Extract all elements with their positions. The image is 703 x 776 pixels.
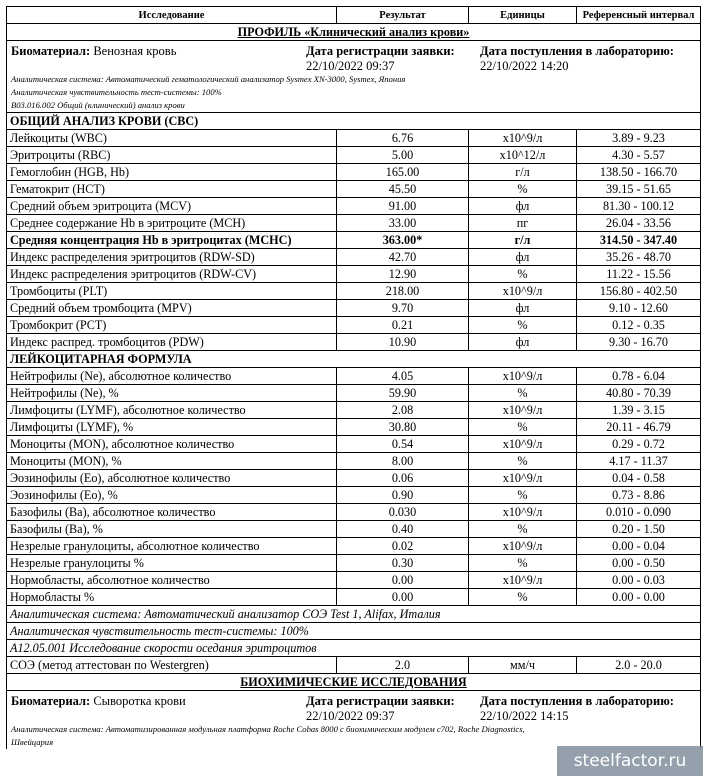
test-result: 5.00 xyxy=(337,147,469,164)
test-result: 91.00 xyxy=(337,198,469,215)
table-row xyxy=(7,249,701,266)
test-reference: 4.17 - 11.37 xyxy=(577,453,701,470)
biomaterial-label: Биоматериал: xyxy=(11,694,91,708)
test-name: Моноциты (MON), абсолютное количество xyxy=(7,436,337,453)
table-row xyxy=(7,470,701,487)
biochem-section-title: БИОХИМИЧЕСКИЕ ИССЛЕДОВАНИЯ xyxy=(7,674,701,691)
test-result: 30.80 xyxy=(337,419,469,436)
test-result: 0.21 xyxy=(337,317,469,334)
table-row xyxy=(7,198,701,215)
column-header-test: Исследование xyxy=(7,7,337,24)
table-row xyxy=(7,504,701,521)
biomaterial-value: Сыворотка крови xyxy=(93,694,186,708)
test-name: Индекс распределения эритроцитов (RDW-CV) xyxy=(7,266,337,283)
test-reference: 0.78 - 6.04 xyxy=(577,368,701,385)
results-table xyxy=(6,6,701,749)
test-reference: 9.10 - 12.60 xyxy=(577,300,701,317)
test-name: Лейкоциты (WBC) xyxy=(7,130,337,147)
table-header-row xyxy=(7,7,701,24)
test-reference: 0.04 - 0.58 xyxy=(577,470,701,487)
test-result: 0.90 xyxy=(337,487,469,504)
test-name: Нейтрофилы (Ne), абсолютное количество xyxy=(7,368,337,385)
test-reference: 11.22 - 15.56 xyxy=(577,266,701,283)
test-reference: 314.50 - 347.40 xyxy=(577,232,701,249)
analytic-system-note-cont: Швейцария xyxy=(11,737,54,747)
test-name: Тромбоциты (PLT) xyxy=(7,283,337,300)
table-row xyxy=(7,555,701,572)
table-row xyxy=(7,334,701,351)
test-reference: 0.29 - 0.72 xyxy=(577,436,701,453)
test-reference: 0.73 - 8.86 xyxy=(577,487,701,504)
test-result: 0.02 xyxy=(337,538,469,555)
test-result: 0.30 xyxy=(337,555,469,572)
lab-arrival-value: 22/10/2022 14:20 xyxy=(480,59,569,73)
block2-header xyxy=(7,691,700,721)
test-reference: 1.39 - 3.15 xyxy=(577,402,701,419)
test-units: x10^9/л xyxy=(469,436,577,453)
test-units: % xyxy=(469,317,577,334)
test-name: Эозинофилы (Eo), абсолютное количество xyxy=(7,470,337,487)
test-units: % xyxy=(469,385,577,402)
table-row xyxy=(7,300,701,317)
test-result: 218.00 xyxy=(337,283,469,300)
table-row xyxy=(7,232,701,249)
test-result: 0.54 xyxy=(337,436,469,453)
table-row xyxy=(7,419,701,436)
registration-date-label: Дата регистрации заявки: xyxy=(306,694,455,708)
test-reference: 2.0 - 20.0 xyxy=(577,657,701,674)
cbc-section-title: ОБЩИЙ АНАЛИЗ КРОВИ (CBC) xyxy=(7,113,701,130)
test-reference: 0.00 - 0.00 xyxy=(577,589,701,606)
test-units: % xyxy=(469,266,577,283)
test-result: 0.030 xyxy=(337,504,469,521)
test-result: 12.90 xyxy=(337,266,469,283)
test-units: % xyxy=(469,453,577,470)
analytic-system-note: Аналитическая система: Автоматизированная модульная платформа Roche Cobas 8000 с биохимическим модулем с702, Roche Diagnostics, xyxy=(11,724,525,734)
test-reference: 156.80 - 402.50 xyxy=(577,283,701,300)
esr-note-row xyxy=(7,640,701,657)
lab-report xyxy=(6,6,700,749)
table-row xyxy=(7,453,701,470)
test-name: Эритроциты (RBC) xyxy=(7,147,337,164)
test-result: 45.50 xyxy=(337,181,469,198)
profile-title-row xyxy=(7,24,701,41)
table-row xyxy=(7,436,701,453)
table-row xyxy=(7,368,701,385)
test-units: фл xyxy=(469,198,577,215)
test-reference: 40.80 - 70.39 xyxy=(577,385,701,402)
table-row xyxy=(7,572,701,589)
test-reference: 138.50 - 166.70 xyxy=(577,164,701,181)
table-row xyxy=(7,283,701,300)
test-units: x10^9/л xyxy=(469,130,577,147)
test-name: Базофилы (Ba), абсолютное количество xyxy=(7,504,337,521)
test-name: СОЭ (метод аттестован по Westergren) xyxy=(7,657,337,674)
table-row xyxy=(7,487,701,504)
cbc-title-row xyxy=(7,113,701,130)
test-units: x10^9/л xyxy=(469,368,577,385)
test-name: Индекс распределения эритроцитов (RDW-SD) xyxy=(7,249,337,266)
test-result: 165.00 xyxy=(337,164,469,181)
test-name: Тромбокрит (PCT) xyxy=(7,317,337,334)
test-name: Средний объем тромбоцита (MPV) xyxy=(7,300,337,317)
test-reference: 4.30 - 5.57 xyxy=(577,147,701,164)
test-units: % xyxy=(469,555,577,572)
column-header-result: Результат xyxy=(337,7,469,24)
test-reference: 3.89 - 9.23 xyxy=(577,130,701,147)
registration-date-value: 22/10/2022 09:37 xyxy=(306,709,395,723)
test-reference: 0.00 - 0.50 xyxy=(577,555,701,572)
column-header-units: Единицы xyxy=(469,7,577,24)
test-result: 2.0 xyxy=(337,657,469,674)
test-name: Гемоглобин (HGB, Hb) xyxy=(7,164,337,181)
table-row xyxy=(7,317,701,334)
registration-date-value: 22/10/2022 09:37 xyxy=(306,59,395,73)
test-units: % xyxy=(469,181,577,198)
profile-title: ПРОФИЛЬ «Клинический анализ крови» xyxy=(7,24,701,41)
block2-notes xyxy=(7,721,700,749)
test-name: Эозинофилы (Eo), % xyxy=(7,487,337,504)
table-row xyxy=(7,147,701,164)
test-result: 33.00 xyxy=(337,215,469,232)
test-name: Незрелые гранулоциты % xyxy=(7,555,337,572)
test-units: фл xyxy=(469,300,577,317)
test-result: 8.00 xyxy=(337,453,469,470)
table-row xyxy=(7,181,701,198)
test-name: Гематокрит (HCT) xyxy=(7,181,337,198)
test-name: Нормобласты % xyxy=(7,589,337,606)
test-units: x10^9/л xyxy=(469,538,577,555)
test-units: x10^9/л xyxy=(469,572,577,589)
block1-header xyxy=(7,41,700,71)
sensitivity-note: Аналитическая чувствительность тест-системы: 100% xyxy=(11,87,222,97)
biomaterial-value: Венозная кровь xyxy=(93,44,177,58)
test-units: x10^12/л xyxy=(469,147,577,164)
test-reference: 20.11 - 46.79 xyxy=(577,419,701,436)
test-result: 363.00* xyxy=(337,232,469,249)
lab-arrival-value: 22/10/2022 14:15 xyxy=(480,709,569,723)
block1-info-row xyxy=(7,41,701,113)
test-reference: 9.30 - 16.70 xyxy=(577,334,701,351)
test-units: x10^9/л xyxy=(469,283,577,300)
esr-service-code-note: А12.05.001 Исследование скорости оседания эритроцитов xyxy=(7,640,701,657)
lab-arrival-label: Дата поступления в лабораторию: xyxy=(480,44,674,58)
test-name: Средний объем эритроцита (MCV) xyxy=(7,198,337,215)
test-units: % xyxy=(469,589,577,606)
test-result: 0.00 xyxy=(337,589,469,606)
test-result: 0.00 xyxy=(337,572,469,589)
lab-arrival-label: Дата поступления в лабораторию: xyxy=(480,694,674,708)
test-reference: 0.12 - 0.35 xyxy=(577,317,701,334)
test-reference: 0.010 - 0.090 xyxy=(577,504,701,521)
test-reference: 35.26 - 48.70 xyxy=(577,249,701,266)
test-units: x10^9/л xyxy=(469,402,577,419)
esr-note-row xyxy=(7,606,701,623)
registration-date-label: Дата регистрации заявки: xyxy=(306,44,455,58)
test-name: Индекс распред. тромбоцитов (PDW) xyxy=(7,334,337,351)
test-name: Нормобласты, абсолютное количество xyxy=(7,572,337,589)
test-reference: 81.30 - 100.12 xyxy=(577,198,701,215)
test-name: Средняя концентрация Hb в эритроцитах (MCHC) xyxy=(7,232,337,249)
table-row xyxy=(7,164,701,181)
test-reference: 0.00 - 0.03 xyxy=(577,572,701,589)
table-row xyxy=(7,589,701,606)
test-result: 10.90 xyxy=(337,334,469,351)
leuko-section-title: ЛЕЙКОЦИТАРНАЯ ФОРМУЛА xyxy=(7,351,701,368)
test-units: г/л xyxy=(469,164,577,181)
block1-notes xyxy=(7,71,700,112)
test-reference: 26.04 - 33.56 xyxy=(577,215,701,232)
test-units: x10^9/л xyxy=(469,470,577,487)
esr-sensitivity-note: Аналитическая чувствительность тест-системы: 100% xyxy=(7,623,701,640)
test-units: мм/ч xyxy=(469,657,577,674)
test-reference: 0.00 - 0.04 xyxy=(577,538,701,555)
test-reference: 39.15 - 51.65 xyxy=(577,181,701,198)
test-name: Лимфоциты (LYMF), % xyxy=(7,419,337,436)
table-row xyxy=(7,657,701,674)
site-watermark: steelfactor.ru xyxy=(557,746,703,776)
test-name: Нейтрофилы (Ne), % xyxy=(7,385,337,402)
analytic-system-note: Аналитическая система: Автоматический гематологический анализатор Sysmex XN-3000, Sysmex, Япония xyxy=(11,74,406,84)
table-row xyxy=(7,538,701,555)
test-name: Лимфоциты (LYMF), абсолютное количество xyxy=(7,402,337,419)
service-code-note: В03.016.002 Общий (клинический) анализ крови xyxy=(11,100,185,110)
table-row xyxy=(7,215,701,232)
test-units: x10^9/л xyxy=(469,504,577,521)
test-units: фл xyxy=(469,249,577,266)
test-units: фл xyxy=(469,334,577,351)
test-result: 0.40 xyxy=(337,521,469,538)
table-row xyxy=(7,385,701,402)
test-units: пг xyxy=(469,215,577,232)
leuko-title-row xyxy=(7,351,701,368)
block2-info-row xyxy=(7,691,701,750)
table-row xyxy=(7,130,701,147)
test-name: Моноциты (MON), % xyxy=(7,453,337,470)
test-units: % xyxy=(469,521,577,538)
test-result: 4.05 xyxy=(337,368,469,385)
test-units: % xyxy=(469,487,577,504)
table-row xyxy=(7,266,701,283)
test-result: 2.08 xyxy=(337,402,469,419)
test-result: 59.90 xyxy=(337,385,469,402)
esr-note-row xyxy=(7,623,701,640)
test-result: 0.06 xyxy=(337,470,469,487)
test-name: Незрелые гранулоциты, абсолютное количество xyxy=(7,538,337,555)
test-reference: 0.20 - 1.50 xyxy=(577,521,701,538)
biomaterial-label: Биоматериал: xyxy=(11,44,91,58)
table-row xyxy=(7,521,701,538)
test-result: 42.70 xyxy=(337,249,469,266)
test-units: % xyxy=(469,419,577,436)
biochem-title-row xyxy=(7,674,701,691)
test-result: 6.76 xyxy=(337,130,469,147)
esr-system-note: Аналитическая система: Автоматический анализатор СОЭ Test 1, Alifax, Италия xyxy=(7,606,701,623)
column-header-reference: Референсный интервал xyxy=(577,7,701,24)
test-name: Базофилы (Ba), % xyxy=(7,521,337,538)
test-result: 9.70 xyxy=(337,300,469,317)
test-units: г/л xyxy=(469,232,577,249)
table-row xyxy=(7,402,701,419)
test-name: Среднее содержание Hb в эритроците (MCH) xyxy=(7,215,337,232)
